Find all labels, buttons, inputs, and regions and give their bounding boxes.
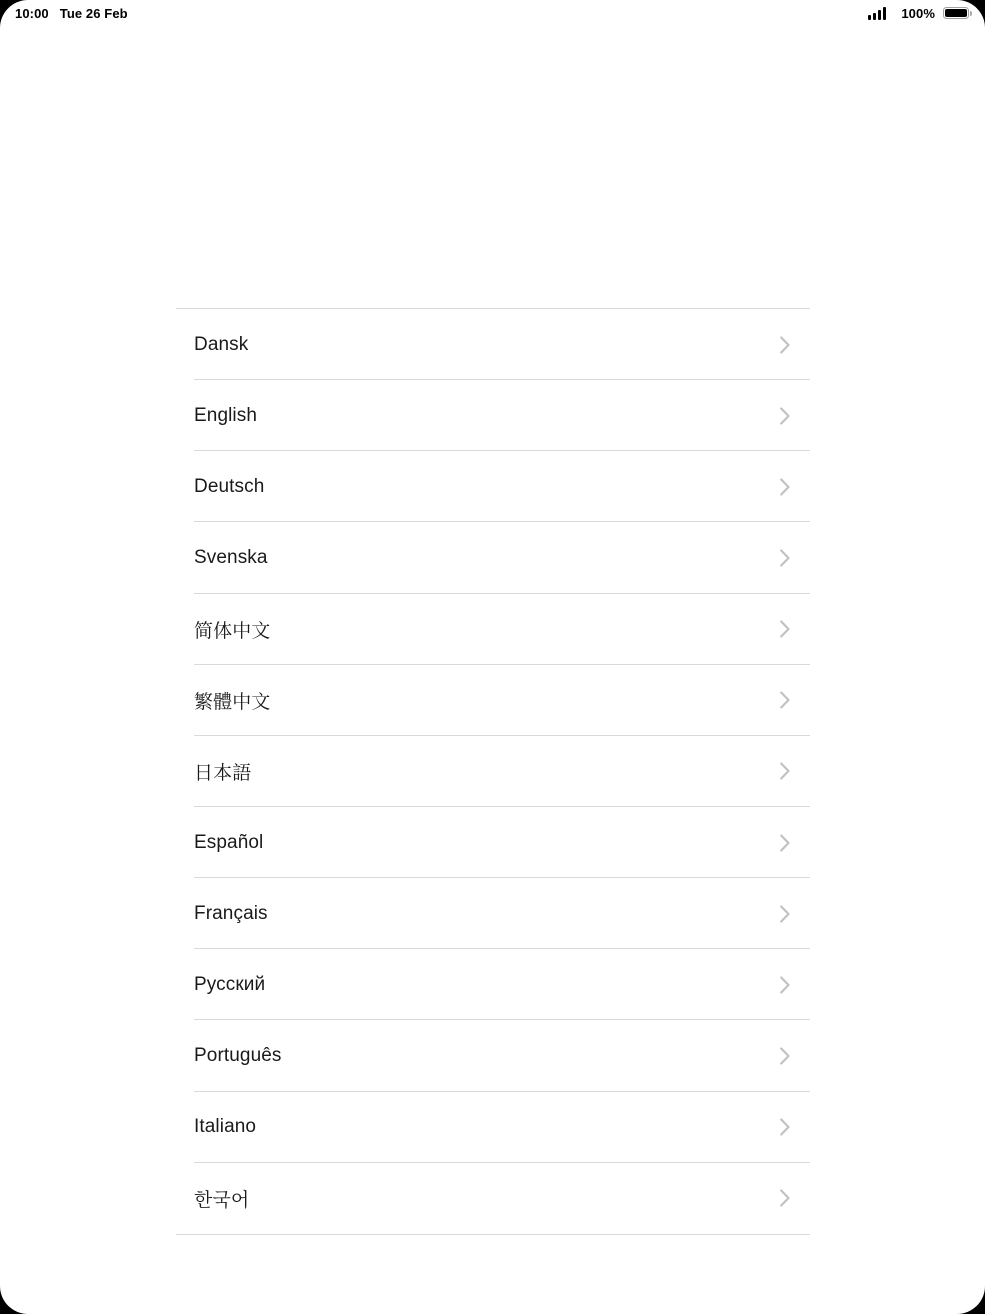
language-row[interactable] — [176, 594, 810, 665]
chevron-right-icon — [779, 1188, 791, 1208]
status-date: Tue 26 Feb — [59, 5, 128, 21]
language-row[interactable] — [176, 309, 810, 380]
language-row[interactable] — [176, 878, 810, 949]
status-time: 10:00 — [15, 5, 49, 21]
language-row[interactable] — [176, 949, 810, 1020]
battery-percent-label: 100% — [901, 5, 935, 21]
language-label: Português — [194, 1044, 282, 1066]
chevron-right-icon — [779, 690, 791, 710]
chevron-right-icon — [779, 548, 791, 568]
chevron-right-icon — [779, 335, 791, 355]
language-label: English — [194, 404, 258, 426]
chevron-right-icon — [779, 761, 791, 781]
language-row[interactable] — [176, 1163, 810, 1234]
chevron-right-icon — [779, 975, 791, 995]
chevron-right-icon — [779, 833, 791, 853]
language-row[interactable] — [176, 380, 810, 451]
language-label: 繁體中文 — [194, 691, 271, 713]
language-label: Русский — [194, 973, 266, 995]
language-label: Español — [194, 831, 264, 853]
language-row[interactable] — [176, 451, 810, 522]
language-label: 한국어 — [194, 1189, 250, 1211]
language-list — [176, 308, 810, 1235]
language-label: 日本語 — [194, 762, 252, 784]
chevron-right-icon — [779, 1117, 791, 1137]
language-row[interactable] — [176, 1092, 810, 1163]
chevron-right-icon — [779, 477, 791, 497]
chevron-right-icon — [779, 1046, 791, 1066]
language-row[interactable] — [176, 736, 810, 807]
status-bar-left — [15, 6, 128, 21]
language-row[interactable] — [176, 522, 810, 593]
language-label: Italiano — [194, 1116, 257, 1138]
language-label: Français — [194, 902, 268, 924]
language-label: Deutsch — [194, 475, 265, 497]
cellular-signal-icon — [868, 7, 886, 20]
language-row[interactable] — [176, 1020, 810, 1091]
chevron-right-icon — [779, 619, 791, 639]
language-row[interactable] — [176, 807, 810, 878]
status-bar-right — [868, 6, 969, 21]
status-bar — [0, 0, 985, 24]
language-row[interactable] — [176, 665, 810, 736]
language-label: 简体中文 — [194, 620, 271, 642]
language-label: Svenska — [194, 546, 268, 568]
language-label: Dansk — [194, 333, 249, 355]
chevron-right-icon — [779, 904, 791, 924]
battery-icon — [943, 7, 969, 19]
chevron-right-icon — [779, 406, 791, 426]
